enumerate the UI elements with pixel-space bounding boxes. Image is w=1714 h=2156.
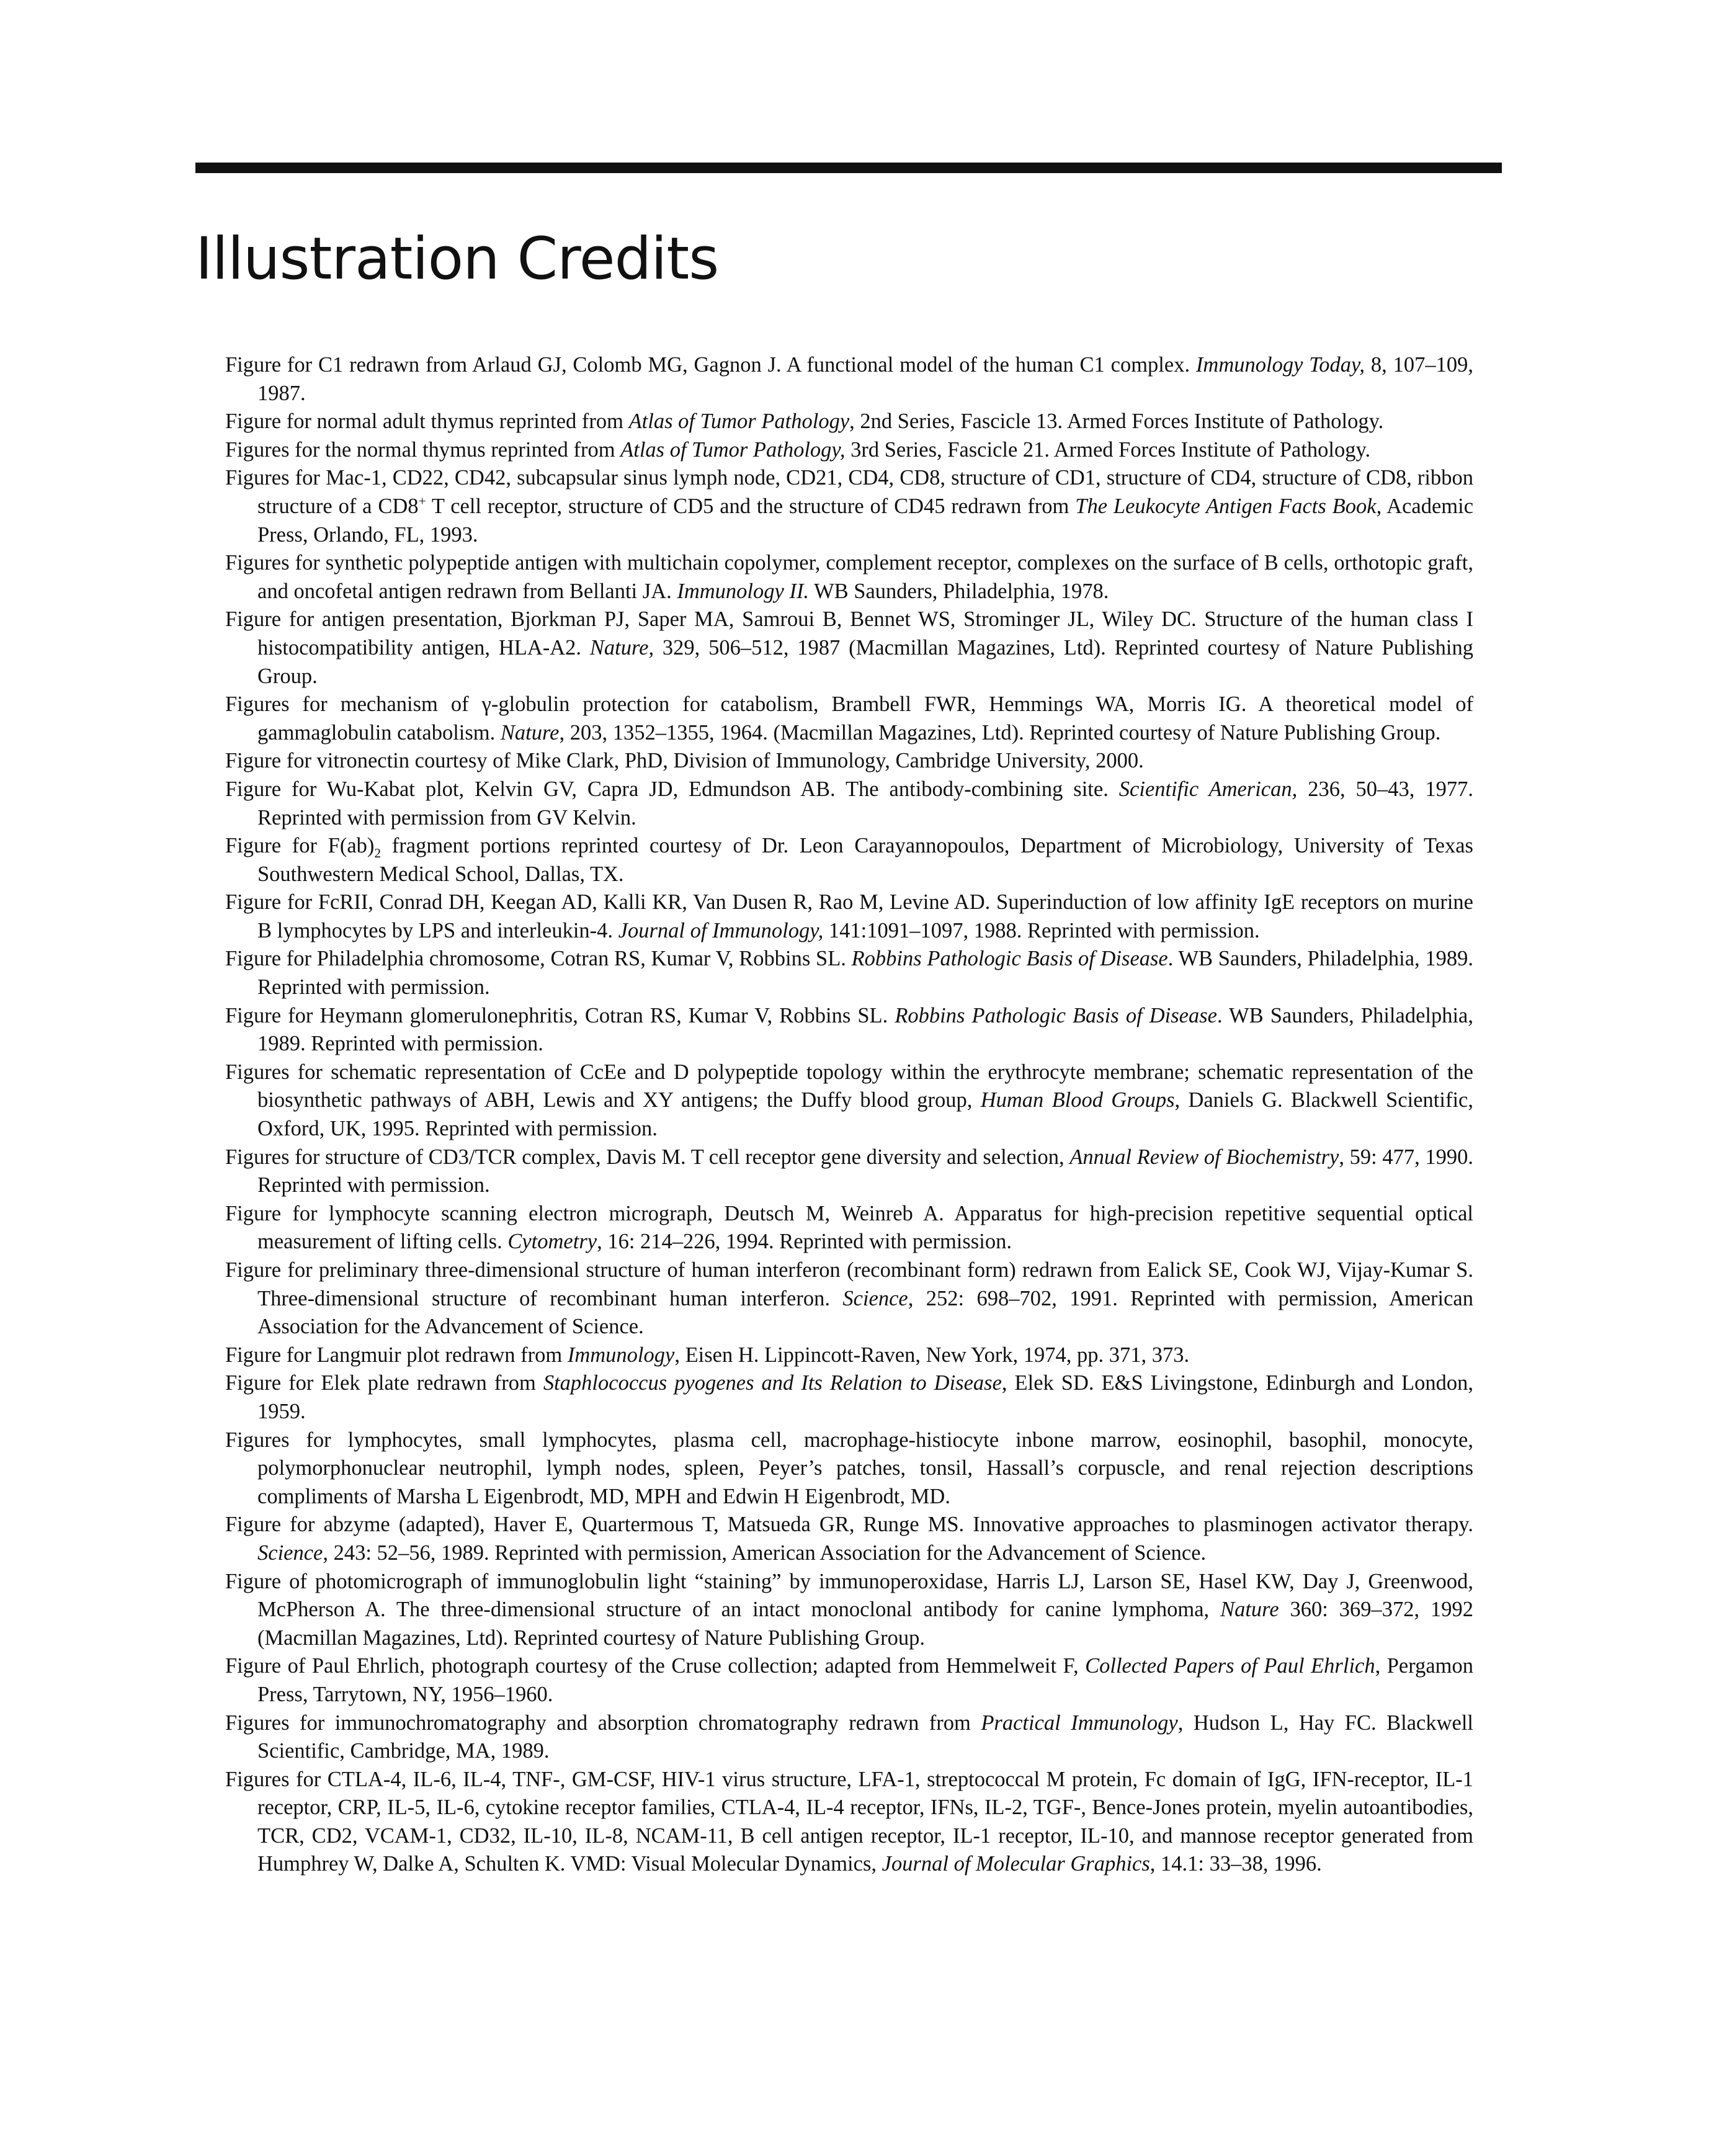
- credit-source-title: Journal of Immunology,: [618, 918, 824, 942]
- credit-text: WB Saunders, Philadelphia, 1978.: [809, 579, 1109, 603]
- credit-text: , Daniels G. Blackwell Scientific, Oxford, UK, 1995. Reprinted with permission.: [257, 1088, 1473, 1141]
- credit-text: , 2nd Series, Fascicle 13. Armed Forces Institute of Pathology.: [849, 409, 1384, 434]
- credit-text: 3rd Series, Fascicle 21. Armed Forces Institute of Pathology.: [845, 437, 1371, 462]
- credit-text: 141:1091–1097, 1988. Reprinted with permission.: [823, 918, 1260, 942]
- credit-entry: [225, 1143, 1473, 1200]
- credit-text: . WB Saunders, Philadelphia, 1989. Reprinted with permission.: [257, 947, 1473, 1000]
- credit-source-title: Staphlococcus pyogenes and Its Relation to Disease: [543, 1371, 1002, 1395]
- credit-entry: [225, 691, 1473, 747]
- credit-text: Figure of Paul Ehrlich, photograph courtesy of the Cruse collection; adapted from Hemmelweit F,: [225, 1654, 1086, 1678]
- credit-text: , 243: 52–56, 1989. Reprinted with permission, American Association for the Advancement of Science.: [323, 1541, 1207, 1565]
- credit-source-title: Immunology: [567, 1343, 675, 1367]
- credit-text: Figure for Wu-Kabat plot, Kelvin GV, Capra JD, Edmundson AB. The antibody-combining site.: [225, 777, 1119, 801]
- credit-text: Figures for the normal thymus reprinted from: [225, 437, 621, 462]
- credit-entry: [225, 1426, 1473, 1511]
- credit-entry: [225, 408, 1473, 436]
- credit-text: Figure of photomicrograph of immunoglobulin light “staining” by immunoperoxidase, Harris LJ, Larson SE, Hasel KW, Day J, Greenwood, McPherson A. The three-dimensional structure of an intact monoclonal antibody for canine lymphoma,: [225, 1569, 1473, 1622]
- credit-text: Figures for structure of CD3/TCR complex, Davis M. T cell receptor gene diversity and selection,: [225, 1145, 1070, 1169]
- credit-text: +: [418, 493, 426, 509]
- credit-entry: [225, 549, 1473, 606]
- credit-text: Figure for lymphocyte scanning electron micrograph, Deutsch M, Weinreb A. Apparatus for high-precision repetitive sequential optical measurement of lifting cells.: [225, 1201, 1473, 1254]
- credit-entry: [225, 1369, 1473, 1426]
- credit-text: Figures for Mac-1, CD22, CD42, subcapsular sinus lymph node, CD21, CD4, CD8, structure of CD1, structure of CD4, structure of CD8, ribbon structure of a CD8: [225, 466, 1473, 518]
- credit-entry: [225, 1341, 1473, 1370]
- credit-entry: [225, 1002, 1473, 1058]
- credit-text: , 16: 214–226, 1994. Reprinted with permission.: [597, 1230, 1012, 1254]
- credit-text: , Hudson L, Hay FC. Blackwell Scientific, Cambridge, MA, 1989.: [257, 1711, 1473, 1763]
- credit-text: , Eisen H. Lippincott-Raven, New York, 1974, pp. 371, 373.: [674, 1343, 1190, 1367]
- credit-text: 2: [374, 845, 382, 861]
- credit-text: Figure for F(ab): [225, 834, 375, 858]
- credit-text: Figure for Elek plate redrawn from: [225, 1371, 543, 1395]
- credit-entry: [225, 436, 1473, 465]
- credit-text: T cell receptor, structure of CD5 and the structure of CD45 redrawn from: [426, 494, 1076, 518]
- credit-text: , 59: 477, 1990. Reprinted with permission.: [257, 1145, 1473, 1197]
- credit-source-title: Atlas of Tumor Pathology,: [620, 437, 846, 462]
- credit-text: 360: 369–372, 1992 (Macmillan Magazines, Ltd). Reprinted courtesy of Nature Publishing Group.: [257, 1598, 1474, 1650]
- credit-entry: [225, 1709, 1473, 1766]
- credit-text: 236, 50–43, 1977. Reprinted with permission from GV Kelvin.: [257, 777, 1473, 830]
- credit-entry: [225, 1256, 1473, 1341]
- credit-text: Figures for CTLA-4, IL-6, IL-4, TNF-, GM-CSF, HIV-1 virus structure, LFA-1, streptococcal M protein, Fc domain of IgG, IFN-receptor, IL-1 receptor, CRP, IL-5, IL-6, cytokine receptor families, CTLA-4, IL-4 receptor, IFNs, IL-2, TGF-, Bence-Jones protein, myelin autoantibodies, TCR, CD2, VCAM-1, CD32, IL-10, IL-8, NCAM-11, B cell antigen receptor, IL-1 receptor, IL-10, and mannose receptor generated from Humphrey W, Dalke A, Schulten K. VMD: Visual Molecular Dynamics,: [225, 1767, 1473, 1876]
- credit-source-title: Science: [257, 1541, 323, 1565]
- credit-entry: [225, 1511, 1473, 1567]
- credit-entry: [225, 1766, 1473, 1879]
- credit-text: Academic Press, Orlando, FL, 1993.: [257, 494, 1474, 547]
- credit-entry: [225, 776, 1473, 832]
- credit-source-title: Human Blood Groups: [980, 1088, 1175, 1112]
- credit-source-title: Scientific American,: [1118, 777, 1298, 801]
- credit-source-title: Collected Papers of Paul Ehrlich: [1085, 1654, 1375, 1678]
- credit-text: fragment portions reprinted courtesy of Dr. Leon Carayannopoulos, Department of Microbiology, University of Texas Southwestern Medical School, Dallas, TX.: [257, 834, 1473, 886]
- credit-text: Figure for preliminary three-dimensional structure of human interferon (recombinant form) redrawn from Ealick SE, Cook WJ, Vijay-Kumar S. Three-dimensional structure of recombinant human interferon.: [225, 1258, 1473, 1310]
- credit-text: Figure for Philadelphia chromosome, Cotran RS, Kumar V, Robbins SL.: [225, 947, 852, 971]
- credit-source-title: Practical Immunology: [981, 1711, 1178, 1735]
- credit-source-title: Immunology Today,: [1195, 353, 1365, 377]
- credit-text: . WB Saunders, Philadelphia, 1989. Reprinted with permission.: [257, 1003, 1473, 1056]
- credit-text: , 203, 1352–1355, 1964. (Macmillan Magazines, Ltd). Reprinted courtesy of Nature Publishing Group.: [559, 720, 1441, 745]
- credit-entry: [225, 832, 1473, 888]
- credit-text: 329, 506–512, 1987 (Macmillan Magazines, Ltd). Reprinted courtesy of Nature Publishing Group.: [257, 635, 1474, 688]
- credit-source-title: Immunology II.: [677, 579, 810, 603]
- credits-list: [225, 351, 1473, 1879]
- credit-text: , 252: 698–702, 1991. Reprinted with permission, American Association for the Advancement of Science.: [257, 1286, 1473, 1339]
- credit-entry: [225, 747, 1473, 776]
- credit-entry: [225, 464, 1473, 549]
- credit-entry: [225, 351, 1473, 408]
- credit-text: Figure for abzyme (adapted), Haver E, Quartermous T, Matsueda GR, Runge MS. Innovative approaches to plasminogen activator therapy.: [225, 1513, 1473, 1537]
- top-rule: [195, 163, 1502, 173]
- credit-entry: [225, 1058, 1473, 1143]
- page-title: Illustration Credits: [195, 225, 719, 293]
- credit-source-title: Nature,: [589, 635, 654, 660]
- credit-entry: [225, 945, 1473, 1001]
- credit-text: Figure for Heymann glomerulonephritis, Cotran RS, Kumar V, Robbins SL.: [225, 1003, 895, 1027]
- credit-text: Figure for antigen presentation, Bjorkman PJ, Saper MA, Samroui B, Bennet WS, Strominger JL, Wiley DC. Structure of the human class I histocompatibility antigen, HLA-A2.: [225, 607, 1473, 660]
- credit-entry: [225, 606, 1473, 691]
- credit-source-title: Nature: [500, 720, 560, 745]
- credit-text: Figures for lymphocytes, small lymphocytes, plasma cell, macrophage-histiocyte inbone marrow, eosinophil, basophil, monocyte, polymorphonuclear neutrophil, lymph nodes, spleen, Peyer’s patches, tonsil, Hassall’s corpuscle, and renal rejection descriptions compliments of Marsha L Eigenbrodt, MD, MPH and Edwin H Eigenbrodt, MD.: [225, 1428, 1473, 1508]
- credit-text: , Elek SD. E&S Livingstone, Edinburgh and London, 1959.: [257, 1371, 1474, 1423]
- credit-source-title: Science: [842, 1286, 908, 1310]
- credit-entry: [225, 888, 1473, 945]
- credit-text: Figure for C1 redrawn from Arlaud GJ, Colomb MG, Gagnon J. A functional model of the human C1 complex.: [225, 353, 1196, 377]
- credit-text: Figures for mechanism of γ-globulin protection for catabolism, Brambell FWR, Hemmings WA, Morris IG. A theoretical model of gammaglobulin catabolism.: [225, 692, 1473, 745]
- credit-source-title: Robbins Pathologic Basis of Disease: [851, 947, 1168, 971]
- credit-text: Figures for schematic representation of CcEe and D polypeptide topology within the erythrocyte membrane; schematic representation of the biosynthetic pathways of ABH, Lewis and XY antigens; the Duffy blood group,: [225, 1060, 1473, 1112]
- credit-entry: [225, 1652, 1473, 1709]
- credit-text: Figure for vitronectin courtesy of Mike Clark, PhD, Division of Immunology, Cambridge University, 2000.: [225, 749, 1144, 773]
- credit-text: Figure for FcRII, Conrad DH, Keegan AD, Kalli KR, Van Dusen R, Rao M, Levine AD. Superinduction of low affinity IgE receptors on murine B lymphocytes by LPS and interleukin-4.: [225, 890, 1473, 942]
- credit-text: Figures for immunochromatography and absorption chromatography redrawn from: [225, 1711, 981, 1735]
- credit-text: Figure for Langmuir plot redrawn from: [225, 1343, 568, 1367]
- credit-text: 8, 107–109, 1987.: [257, 353, 1473, 405]
- credit-text: , 14.1: 33–38, 1996.: [1149, 1852, 1322, 1876]
- credit-source-title: Cytometry: [507, 1230, 597, 1254]
- credit-source-title: Atlas of Tumor Pathology: [628, 409, 850, 434]
- credit-source-title: The Leukocyte Antigen Facts Book,: [1075, 494, 1382, 518]
- credit-source-title: Annual Review of Biochemistry: [1069, 1145, 1339, 1169]
- credit-text: Figures for synthetic polypeptide antigen with multichain copolymer, complement receptor, complexes on the surface of B cells, orthotopic graft, and oncofetal antigen redrawn from Bellanti JA.: [225, 551, 1473, 603]
- credit-text: , Pergamon Press, Tarrytown, NY, 1956–1960.: [257, 1654, 1473, 1706]
- credit-source-title: Robbins Pathologic Basis of Disease: [895, 1003, 1217, 1027]
- credit-source-title: Nature: [1220, 1598, 1279, 1622]
- credit-text: Figure for normal adult thymus reprinted from: [225, 409, 629, 434]
- credit-entry: [225, 1200, 1473, 1256]
- credit-entry: [225, 1568, 1473, 1653]
- credit-source-title: Journal of Molecular Graphics: [882, 1852, 1150, 1876]
